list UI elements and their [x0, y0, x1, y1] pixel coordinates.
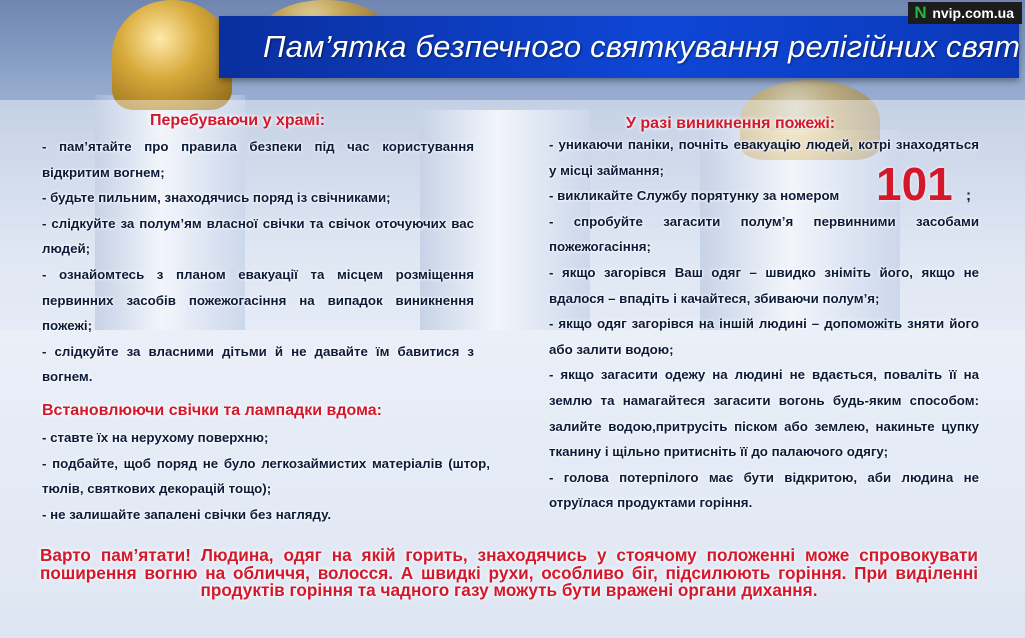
left-list-home	[42, 425, 490, 527]
list-item: - будьте пильним, знаходячись поряд із свічниками;	[42, 190, 391, 206]
list-item: - ознайомтесь з планом евакуації та місцем розміщення первинних засобів пожежогасіння на випадок виникнення пожежі;	[42, 266, 474, 334]
left-list-temple	[42, 134, 474, 390]
list-item: - викликайте Службу порятунку за номером	[549, 188, 840, 204]
list-item: - слідкуйте за власними дітьми й не давайте їм бавитися з вогнем.	[42, 343, 474, 385]
list-item: - спробуйте загасити полум’я первинними засобами пожежогасіння;	[549, 213, 979, 255]
golden-dome-left	[112, 0, 232, 110]
list-item: - не залишайте запалені свічки без нагляду.	[42, 506, 332, 522]
site-logo[interactable]	[908, 2, 1022, 24]
list-item: - якщо загорівся Ваш одяг – швидко зніміть його, якщо не вдалося – впадіть і качайтеся, збиваючи полум’я;	[549, 264, 979, 306]
title-banner	[219, 16, 1019, 78]
list-item: - слідкуйте за полум’ям власної свічки та свічок оточуючих вас людей;	[42, 215, 474, 257]
banner-title: Пам’ятка безпечного святкування релігійних свят	[263, 29, 1021, 64]
right-header-fire: У разі виникнення пожежі:	[626, 115, 836, 132]
left-header-temple: Перебуваючи у храмі:	[150, 112, 326, 129]
list-item: - ставте їх на нерухому поверхню;	[42, 430, 269, 445]
logo-n-icon: N	[914, 3, 927, 22]
left-header-home: Встановлюючи свічки та лампадки вдома:	[42, 402, 382, 419]
emergency-number: 101	[876, 158, 953, 210]
list-item: - якщо загасити одежу на людині не вдається, поваліть її на землю та намагайтеся загасити вогонь будь-яким способом: залийте водою,притрусіть піском або землею, накиньте цупку тканину і щільно притисніть її до палаючого одягу;	[549, 367, 979, 460]
emergency-number-semicolon: ;	[966, 187, 971, 204]
list-item: - уникаючи паніки, почніть евакуацію людей, котрі знаходяться у місці займання;	[549, 137, 979, 178]
warning-text: Варто пам’ятати! Людина, одяг на якій горить, знаходячись у стоячому положенні може спровокувати поширення вогню на обличчя, волосся. А швидкі рухи, особливо біг, підсилюють горіння. При виділенні продуктів горіння та чадного газу можуть бути вражені органи дихання.	[40, 545, 978, 601]
logo-site-text: nvip.com.ua	[932, 5, 1014, 21]
list-item: - пам’ятайте про правила безпеки під час користування відкритим вогнем;	[42, 139, 474, 180]
list-item: - подбайте, щоб поряд не було легкозаймистих матеріалів (штор, тюлів, святкових декорацій тощо);	[42, 455, 490, 497]
list-item: - голова потерпілого має бути відкритою, аби людина не отруїлася продуктами горіння.	[549, 469, 979, 511]
list-item: - якщо одяг загорівся на іншій людині – допоможіть зняти його або залити водою;	[549, 316, 979, 357]
